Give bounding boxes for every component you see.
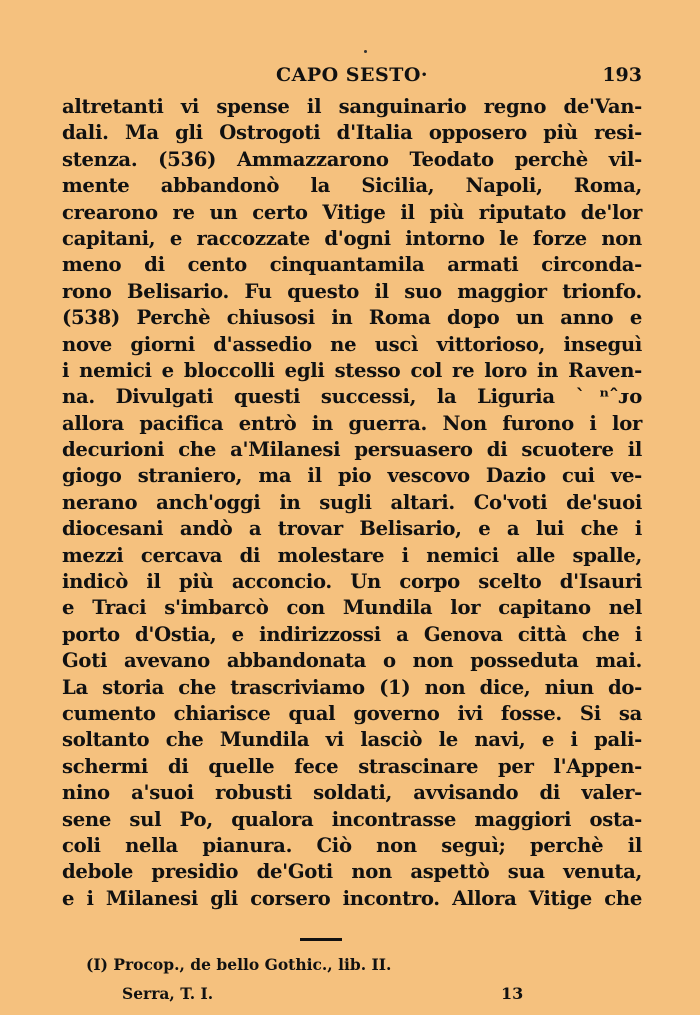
text-line: mente abbandonò la Sicilia, Napoli, Roma, (62, 174, 642, 198)
text-line: crearono re un certo Vitige il più riputato de'lor (62, 200, 642, 224)
text-line: altretanti vi spense il sanguinario regno de'Van- (62, 95, 642, 118)
text-line: rono Belisario. Fu questo il suo maggior trionfo. (62, 279, 642, 303)
text-line: nerano anch'oggi in sugli altari. Co'voti de'suoi (62, 490, 642, 514)
text-line: allora pacifica entrò in guerra. Non furono i lor (62, 411, 642, 435)
text-line: porto d'Ostia, e indirizzossi a Genova città che i (62, 622, 642, 646)
footnote-rule (300, 938, 342, 941)
text-line: stenza. (536) Ammazzarono Teodato perchè vil- (62, 147, 642, 171)
text-line: schermi di quelle fece strascinare per l'Appen- (62, 754, 642, 778)
text-line: nove giorni d'assedio ne uscì vittorioso, inseguì (62, 332, 642, 356)
text-line: mezzi cercava di molestare i nemici alle spalle, (62, 543, 642, 567)
text-line: (538) Perchè chiusosi in Roma dopo un anno e (62, 306, 642, 330)
print-speck (364, 50, 367, 53)
text-line: La storia che trascriviamo (1) non dice, niun do- (62, 675, 642, 699)
signature-mark: Serra, T. I. (122, 984, 214, 1003)
text-line: indicò il più acconcio. Un corpo scelto d'Isauri (62, 570, 642, 594)
page-number: 193 (602, 64, 642, 86)
text-line: Goti avevano abbandonata o non posseduta mai. (62, 649, 642, 673)
text-line: coli nella pianura. Ciò non seguì; perchè il (62, 833, 642, 857)
text-line: dali. Ma gli Ostrogoti d'Italia opposero più resi- (62, 121, 642, 145)
text-line: giogo straniero, ma il pio vescovo Dazio cui ve- (62, 464, 642, 488)
text-line: e Traci s'imbarcò con Mundila lor capitano nel (62, 596, 642, 620)
text-line: e i Milanesi gli corsero incontro. Allora Vitige che (62, 886, 642, 910)
text-line: meno di cento cinquantamila armati circonda- (62, 253, 642, 277)
text-line: diocesani andò a trovar Belisario, e a lui che i (62, 517, 642, 541)
running-title: CAPO SESTO· (275, 64, 429, 86)
signature-number: 13 (501, 984, 524, 1003)
text-line: decurioni che a'Milanesi persuasero di scuotere il (62, 438, 642, 462)
text-line: na. Divulgati questi successi, la Liguria ˋⁿˆᴊo (62, 385, 642, 409)
text-line: i nemici e bloccolli egli stesso col re loro in Raven- (62, 358, 642, 382)
text-line: cumento chiarisce qual governo ivi fosse. Si sa (62, 701, 642, 725)
footnote: (I) Procop., de bello Gothic., lib. II. (86, 955, 392, 974)
page-header (62, 64, 642, 94)
text-line: nino a'suoi robusti soldati, avvisando di valer- (62, 781, 642, 805)
text-line: soltanto che Mundila vi lasciò le navi, e i pali- (62, 728, 642, 752)
body-text (62, 94, 642, 912)
text-line: debole presidio de'Goti non aspettò sua venuta, (62, 860, 642, 884)
text-line: capitani, e raccozzate d'ogni intorno le forze non (62, 226, 642, 250)
text-line: sene sul Po, qualora incontrasse maggiori osta- (62, 807, 642, 831)
